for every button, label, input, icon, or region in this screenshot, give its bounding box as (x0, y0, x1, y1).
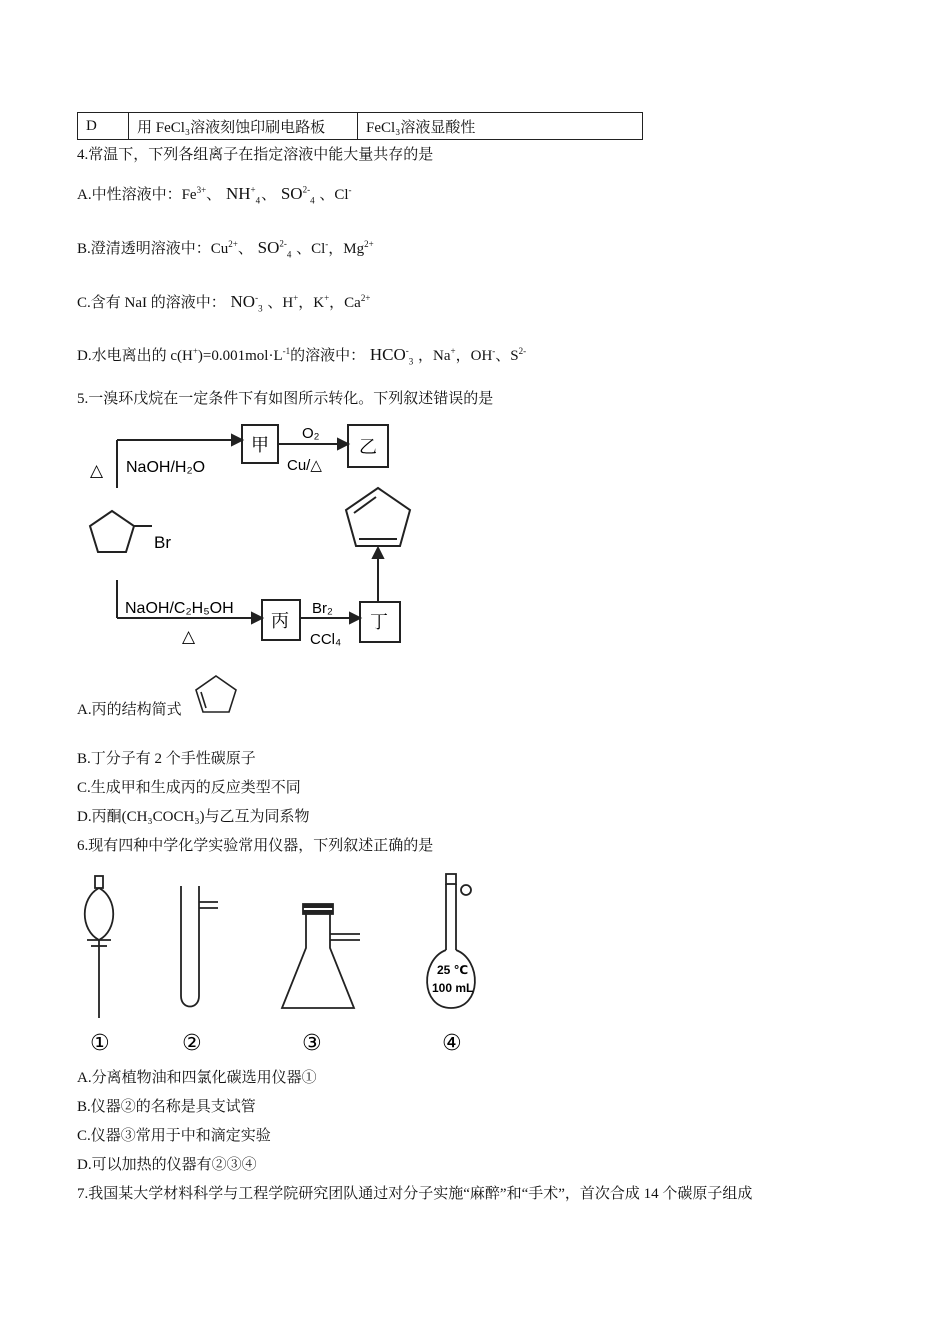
condition-aqueous-naoh: NaOH/H₂O (126, 459, 206, 476)
bicarbonate-ion: $HCO^-_3$ (369, 345, 414, 367)
q6-option-d: D.可以加热的仪器有②③④ (77, 1157, 257, 1173)
q4-a-prefix: A.中性溶液中：Fe (77, 187, 197, 203)
heat-symbol: △ (90, 461, 104, 480)
box-yi: 乙 (359, 437, 377, 457)
label-1: ① (90, 1030, 110, 1055)
cyclopentene-structure (192, 670, 242, 720)
q6-option-b: B.仪器②的名称是具支试管 (77, 1099, 256, 1115)
box-bing: 丙 (271, 611, 289, 631)
q6-option-c: C.仪器③常用于中和滴定实验 (77, 1128, 271, 1144)
box-jia: 甲 (251, 435, 269, 455)
box-ding: 丁 (370, 612, 388, 632)
q5-stem: 5.一溴环戊烷在一定条件下有如图所示转化。下列叙述错误的是 (77, 391, 494, 407)
q4-option-b: B.澄清透明溶液中：$Cu^{2+}$、 $SO^{2-}_4$ 、Cl-，$Mg^{2+}$ (77, 238, 374, 260)
flask-volume: 100 mL (432, 981, 474, 995)
apparatus-figure (70, 868, 490, 1060)
q5-option-b: B.丁分子有 2 个手性碳原子 (77, 751, 256, 767)
label-4: ④ (442, 1030, 462, 1055)
label-3: ③ (302, 1030, 322, 1055)
table-cell-option: D (78, 113, 129, 140)
reagent-table (77, 112, 643, 140)
reagent-cu-heat: Cu/△ (287, 457, 322, 474)
q4-option-c: C.含有 NaI 的溶液中： $NO^-_3$ 、H+，K+，$Ca^{2+}$ (77, 292, 371, 314)
solvent-ccl4: CCl₄ (310, 631, 342, 648)
table-cell-application: 用 FeCl₃溶液刻蚀印刷电路板 (129, 113, 358, 140)
ammonium-ion: $NH^+_4$ (225, 184, 261, 206)
q5-option-c: C.生成甲和生成丙的反应类型不同 (77, 780, 301, 796)
q4-option-a: A.中性溶液中：$Fe^{3+}$、 $NH^+_4$、 $SO^{2-}_4$ 、Cl- (77, 184, 352, 206)
bromo-substituent: Br (154, 533, 171, 552)
nitrate-ion: $NO^-_3$ (230, 292, 263, 314)
table-cell-reason: FeCl₃溶液显酸性 (358, 113, 643, 140)
reagent-o2: O₂ (302, 425, 320, 442)
q5-option-d: D.丙酮(CH₃COCH₃)与乙互为同系物 (77, 809, 310, 825)
q6-option-a: A.分离植物油和四氯化碳选用仪器① (77, 1070, 317, 1086)
sulfate-ion: $SO^{2-}_4$ (280, 184, 315, 206)
q4-stem: 4.常温下，下列各组离子在指定溶液中能大量共存的是 (77, 147, 434, 163)
q4-option-d: D.水电离出的 $c(H^+)=0.001mol\cdot L^{-1}$的溶液中： $HCO^-_3$ ，Na+，OH-、$S^{2-}$ (77, 345, 527, 367)
flask-temperature: 25 ℃ (437, 963, 469, 977)
reagent-br2: Br₂ (312, 600, 333, 617)
q6-stem: 6.现有四种中学化学实验常用仪器，下列叙述正确的是 (77, 838, 434, 854)
sulfate-ion: $SO^{2-}_4$ (257, 238, 292, 260)
q5-option-a: A.丙的结构简式 (77, 702, 182, 718)
reaction-scheme (70, 418, 430, 658)
charge: 3+ (196, 185, 207, 195)
table-row (78, 113, 643, 140)
label-2: ② (182, 1030, 202, 1055)
q7-stem: 7.我国某大学材料科学与工程学院研究团队通过对分子实施“麻醉”和“手术”，首次合成 14 个碳原子组成 (77, 1186, 753, 1202)
heat-symbol: △ (182, 627, 196, 646)
condition-ethanolic-naoh: NaOH/C₂H₅OH (125, 600, 234, 617)
